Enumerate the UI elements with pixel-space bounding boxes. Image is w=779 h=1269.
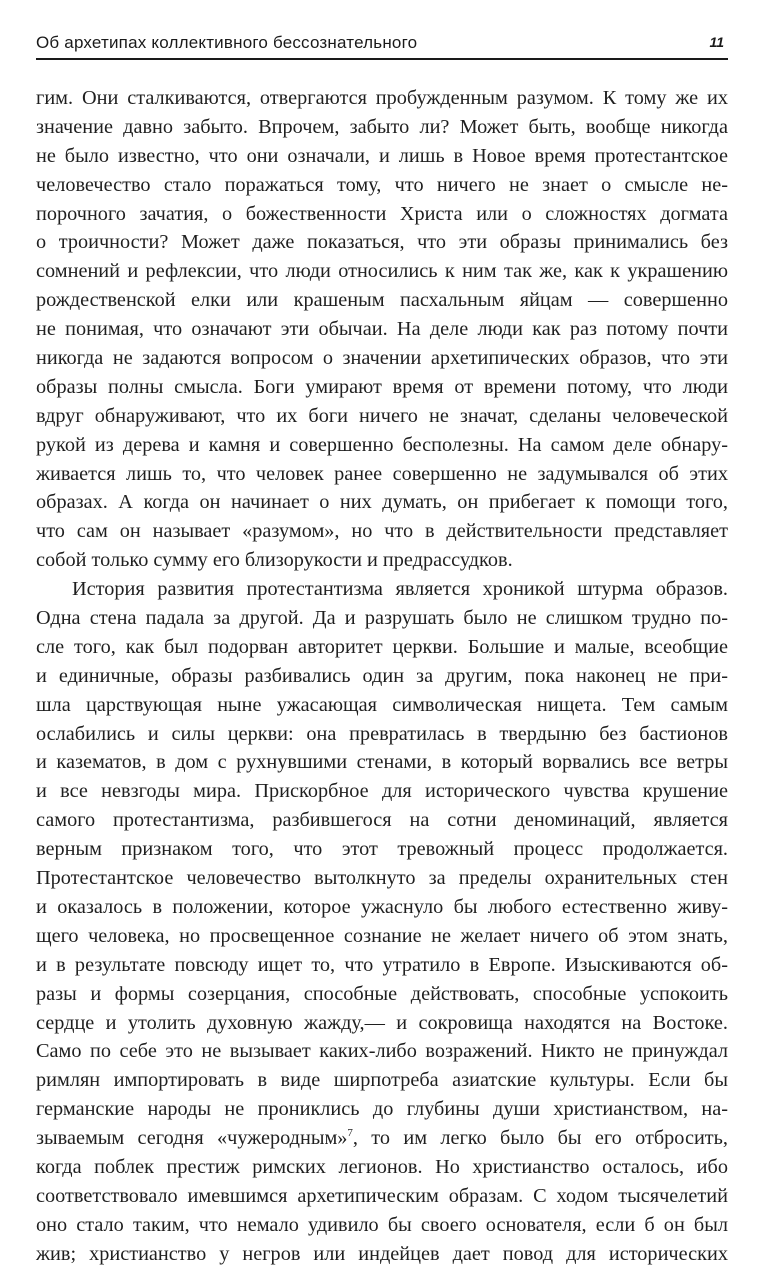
- text-line: щего человека, но просвещенное сознание не желает ничего об этом знать,: [36, 924, 728, 947]
- text-line: живается лишь то, что человек ранее совершенно не задумывался об этих: [36, 462, 728, 485]
- text-line: и в результате повсюду ищет то, что утратило в Европе. Изыскиваются об-: [36, 953, 728, 976]
- text-line: верным признаком того, что этот тревожный процесс продолжается.: [36, 838, 728, 861]
- footnote-ref: 7: [347, 1127, 353, 1140]
- body-text: [36, 84, 728, 1269]
- text-line: ослабились и силы церкви: она превратилась в твердыню без бастионов: [36, 722, 728, 745]
- text-line: порочного зачатия, о божественности Христа или о сложностях догмата: [36, 202, 728, 225]
- text-line: сле того, как был подорван авторитет церкви. Большие и малые, всеобщие: [36, 635, 728, 658]
- page-header: [36, 28, 728, 60]
- text-line: жив; христианство у негров или индейцев дает повод для исторических: [36, 1242, 728, 1265]
- text-line: гим. Они сталкиваются, отвергаются пробужденным разумом. К тому же их: [36, 87, 728, 109]
- text-line: рождественской елки или крашеным пасхальным яйцам — совершенно: [36, 289, 728, 312]
- text-line: никогда не задаются вопросом о значении архетипических образов, что эти: [36, 347, 728, 370]
- text-line: римлян импортировать в виде ширпотреба азиатские культуры. Если бы: [36, 1069, 728, 1092]
- text-line: разы и формы созерцания, способные действовать, способные успокоить: [36, 982, 728, 1005]
- text-line: что сам он называет «разумом», но что в действительности представляет: [36, 520, 728, 543]
- text-line: соответствовало имевшимся архетипическим образам. С ходом тысячелетий: [36, 1184, 728, 1207]
- text-line: Протестантское человечество вытолкнуто за пределы охранительных стен: [36, 867, 728, 890]
- text-line: человечество стало поражаться тому, что ничего не знает о смысле не-: [36, 173, 728, 196]
- paragraph-1: [36, 84, 728, 575]
- text-line: Само по себе это не вызывает каких-либо возражений. Никто не принуждал: [36, 1040, 728, 1063]
- text-line: сомнений и рефлексии, что люди относились к ним так же, как к украшению: [36, 260, 728, 283]
- text-line: и все невзгоды мира. Прискорбное для исторического чувства крушение: [36, 780, 728, 803]
- text-line: рукой из дерева и камня и совершенно бесполезны. На самом деле обнару-: [36, 433, 728, 456]
- text-line: образах. А когда он начинает о них думать, он прибегает к помощи того,: [36, 491, 728, 514]
- text-line: собой только сумму его близорукости и предрассудков.: [36, 549, 513, 572]
- text-line: и казематов, в дом с рухнувшими стенами, в который ворвались все ветры: [36, 751, 728, 774]
- text-line: шла царствующая ныне ужасающая символическая нищета. Тем самым: [36, 693, 728, 716]
- text-line: и оказалось в положении, которое ужаснуло бы любого естественно живу-: [36, 895, 728, 918]
- text-line: о троичности? Может даже показаться, что эти образы принимались без: [36, 231, 728, 254]
- text-segment: зываемым сегодня «чужеродным»: [36, 1127, 348, 1150]
- text-line: сердце и утолить духовную жажду,— и сокровища находятся на Востоке.: [36, 1011, 728, 1034]
- text-line: История развития протестантизма является хроникой штурма образов.: [72, 578, 728, 601]
- text-line: оно стало таким, что немало удивило бы своего основателя, если б он был: [36, 1213, 728, 1236]
- text-line: когда поблек престиж римских легионов. Но христианство осталось, ибо: [36, 1155, 728, 1178]
- text-line-with-footnote: [36, 1124, 728, 1153]
- text-line: Одна стена падала за другой. Да и разрушать было не слишком трудно по-: [36, 607, 728, 630]
- text-line: германские народы не прониклись до глубины души христианством, на-: [36, 1098, 728, 1121]
- text-line: образы полны смысла. Боги умирают время от времени потому, что люди: [36, 375, 728, 398]
- text-line: и единичные, образы разбивались один за другим, пока наконец не при-: [36, 664, 728, 687]
- text-line: самого протестантизма, разбившегося на сотни деноминаций, является: [36, 809, 728, 832]
- text-line: значение давно забыто. Впрочем, забыто ли? Может быть, вообще никогда: [36, 115, 728, 138]
- paragraph-2: [36, 575, 728, 1268]
- running-title: Об архетипах коллективного бессознательного: [36, 33, 418, 52]
- text-line: не было известно, что они означали, и лишь в Новое время протестантское: [36, 144, 728, 167]
- text-segment: , то им легко было бы его отбросить,: [352, 1127, 728, 1150]
- text-line: вдруг обнаруживают, что их боги ничего не значат, сделаны человеческой: [36, 404, 728, 427]
- page-number: 11: [709, 34, 724, 50]
- text-line: не понимая, что означают эти обычаи. На деле люди как раз потому почти: [36, 318, 728, 341]
